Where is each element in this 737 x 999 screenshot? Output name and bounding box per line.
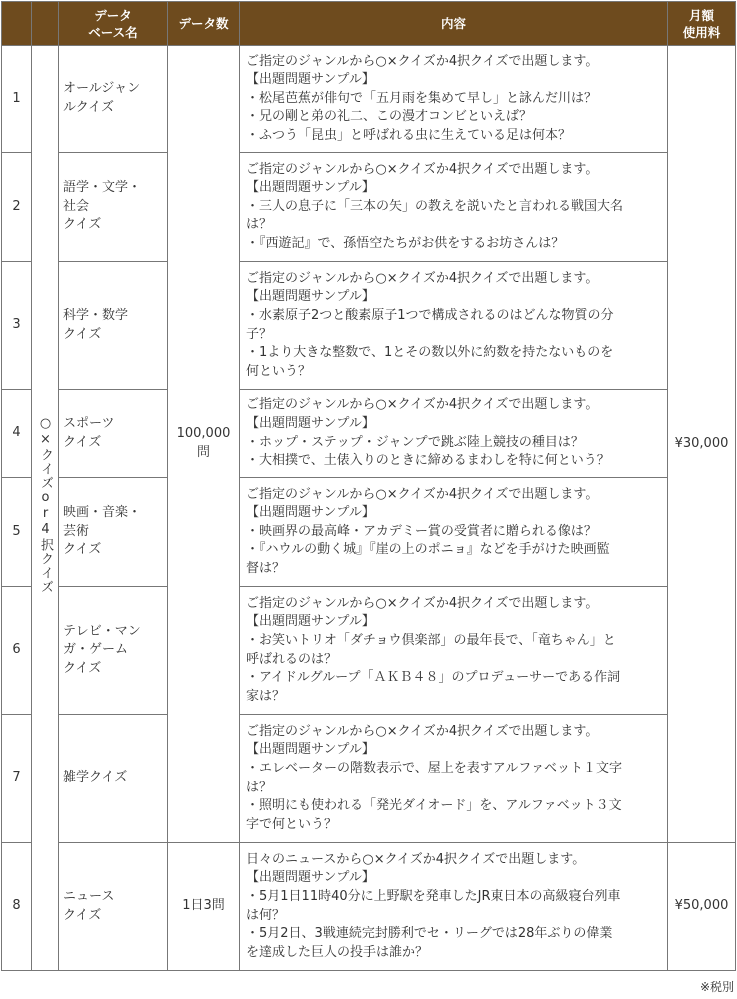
database-name-line: 科学・数学: [63, 307, 129, 323]
database-name-line: スポーツ: [63, 415, 115, 431]
header-count: データ数: [168, 2, 240, 46]
monthly-fee-shared: ¥30,000: [668, 46, 736, 843]
row-number: 8: [2, 843, 32, 971]
database-name-line: クイズ: [63, 660, 102, 676]
database-name-line: 社会: [63, 198, 90, 214]
database-name: [59, 587, 168, 715]
table-row: [2, 390, 736, 478]
database-name-line: クイズ: [63, 434, 102, 450]
header-db-name-line2: ベース名: [88, 24, 138, 40]
content-cell: [240, 46, 668, 153]
content-line: 何という？: [246, 363, 312, 379]
content-line: 字で何という？: [246, 816, 338, 832]
table-row: [2, 843, 736, 971]
database-name-line: テレビ・マン: [63, 623, 141, 639]
content-line: ・『西遊記』で、孫悟空たちがお供をするお坊さんは？: [246, 235, 565, 251]
table-row: [2, 715, 736, 843]
database-name: [59, 46, 168, 153]
table-row: [2, 153, 736, 262]
content-line: ご指定のジャンルから○×クイズか4択クイズで出題します。: [246, 595, 599, 611]
header-row: [2, 2, 736, 46]
table-row: [2, 587, 736, 715]
content-line: ・『ハウルの動く城』『崖の上のポニョ』などを手がけた映画監: [246, 542, 610, 558]
content-line: 【出題問題サンプル】: [246, 505, 375, 521]
content-cell: [240, 390, 668, 478]
row-number: 6: [2, 587, 32, 715]
database-name: [59, 715, 168, 843]
data-count-unit: 問: [196, 445, 210, 460]
database-name-line: オールジャン: [63, 81, 141, 97]
content-line: ・水素原子2つと酸素原子1つで構成されるのはどんな物質の分: [246, 307, 614, 323]
database-name-line: クイズ: [63, 326, 102, 342]
database-name-line: 雑学クイズ: [63, 770, 128, 786]
tax-note: ※税別: [699, 980, 734, 994]
database-name-line: ニュース: [63, 888, 115, 904]
content-line: ・ホップ・ステップ・ジャンプで跳ぶ陸上競技の種目は？: [246, 434, 584, 450]
table-row: [2, 478, 736, 587]
content-line: ご指定のジャンルから○×クイズか4択クイズで出題します。: [246, 397, 599, 413]
content-line: 督は？: [246, 560, 286, 576]
database-name: [59, 843, 168, 971]
database-name-line: ガ・ゲーム: [63, 642, 129, 658]
content-line: 【出題問題サンプル】: [246, 870, 375, 886]
header-db-name-line1: データ: [94, 7, 132, 23]
content-line: ・ふつう「昆虫」と呼ばれる虫に生えている足は何本？: [246, 127, 572, 143]
database-name: [59, 153, 168, 262]
content-line: 【出題問題サンプル】: [246, 72, 375, 88]
content-line: 子？: [246, 326, 273, 342]
content-line: ・松尾芭蕉が俳句で「五月雨を集めて早し」と詠んだ川は？: [246, 90, 598, 106]
database-name-line: クイズ: [63, 217, 102, 233]
row-number: 4: [2, 390, 32, 478]
header-price: [668, 2, 736, 46]
content-line: ・エレベーターの階数表示で、屋上を表すアルファベット１文字: [246, 760, 622, 776]
content-cell: [240, 478, 668, 587]
content-line: を達成した巨人の投手は誰か？: [246, 944, 429, 960]
header-price-line1: 月額: [688, 7, 714, 23]
content-line: 【出題問題サンプル】: [246, 742, 375, 758]
content-line: ・兄の剛と弟の礼二、この漫才コンビといえば？: [246, 109, 533, 125]
header-kind: [32, 2, 59, 46]
content-line: 【出題問題サンプル】: [246, 614, 375, 630]
content-line: ・5月1日11時40分に上野駅を発車したJR東日本の高級寝台列車: [246, 888, 621, 904]
content-cell: [240, 262, 668, 390]
content-cell: [240, 587, 668, 715]
data-count-value: 100,000: [176, 426, 231, 442]
content-line: は何？: [246, 907, 286, 923]
database-name-line: ルクイズ: [63, 100, 114, 115]
row-number: 7: [2, 715, 32, 843]
quiz-database-table: [1, 1, 736, 971]
content-line: ご指定のジャンルから○×クイズか4択クイズで出題します。: [246, 723, 599, 739]
quiz-format-label: ○×クイズor4択クイズ: [38, 415, 53, 594]
content-line: 【出題問題サンプル】: [246, 289, 375, 305]
data-count-shared: [168, 46, 240, 843]
database-name: [59, 390, 168, 478]
database-name-line: クイズ: [63, 542, 102, 558]
database-name-line: 語学・文学・: [63, 180, 142, 196]
header-content: 内容: [240, 2, 668, 46]
content-cell: [240, 843, 668, 971]
database-name: [59, 262, 168, 390]
content-line: ご指定のジャンルから○×クイズか4択クイズで出題します。: [246, 53, 599, 69]
content-line: ・大相撲で、土俵入りのときに締めるまわしを特に何という？: [246, 453, 610, 469]
header-no: [2, 2, 32, 46]
database-name-line: 芸術: [63, 523, 90, 539]
row-number: 2: [2, 153, 32, 262]
database-name: [59, 478, 168, 587]
content-line: ・1より大きな整数で、1とその数以外に約数を持たないものを: [246, 345, 614, 361]
content-line: は？: [246, 217, 273, 233]
content-line: 家は？: [246, 688, 286, 704]
content-cell: [240, 715, 668, 843]
content-line: 【出題問題サンプル】: [246, 415, 375, 431]
content-line: ・三人の息子に「三本の矢」の教えを説いたと言われる戦国大名: [246, 198, 624, 214]
database-name-line: クイズ: [63, 907, 102, 923]
content-line: ・映画界の最高峰・アカデミー賞の受賞者に贈られる像は？: [246, 523, 597, 539]
monthly-fee: ¥50,000: [668, 843, 736, 971]
row-number: 1: [2, 46, 32, 153]
database-name-line: 映画・音楽・: [63, 505, 142, 521]
row-number: 3: [2, 262, 32, 390]
header-db-name: [59, 2, 168, 46]
content-line: ・お笑いトリオ「ダチョウ倶楽部」の最年長で、「竜ちゃん」と: [246, 632, 616, 648]
content-line: ・照明にも使われる「発光ダイオード」を、アルファベット３文: [246, 798, 622, 814]
table-row: [2, 46, 736, 153]
data-count: 1日3問: [168, 843, 240, 971]
content-line: ・アイドルグループ「ＡＫＢ４８」のプロデューサーである作詞: [246, 670, 621, 686]
content-line: 【出題問題サンプル】: [246, 180, 375, 196]
header-price-line2: 使用料: [682, 24, 721, 40]
table-row: [2, 262, 736, 390]
content-line: ご指定のジャンルから○×クイズか4択クイズで出題します。: [246, 161, 599, 177]
row-number: 5: [2, 478, 32, 587]
content-line: 呼ばれるのは？: [246, 651, 338, 667]
content-line: は？: [246, 779, 273, 795]
content-line: ・5月2日、3戦連続完封勝利でセ・リーグでは28年ぶりの偉業: [246, 926, 613, 942]
quiz-format-cell: [32, 46, 59, 971]
content-line: ご指定のジャンルから○×クイズか4択クイズで出題します。: [246, 270, 599, 286]
content-line: 日々のニュースから○×クイズか4択クイズで出題します。: [246, 851, 586, 867]
content-cell: [240, 153, 668, 262]
content-line: ご指定のジャンルから○×クイズか4択クイズで出題します。: [246, 486, 599, 502]
